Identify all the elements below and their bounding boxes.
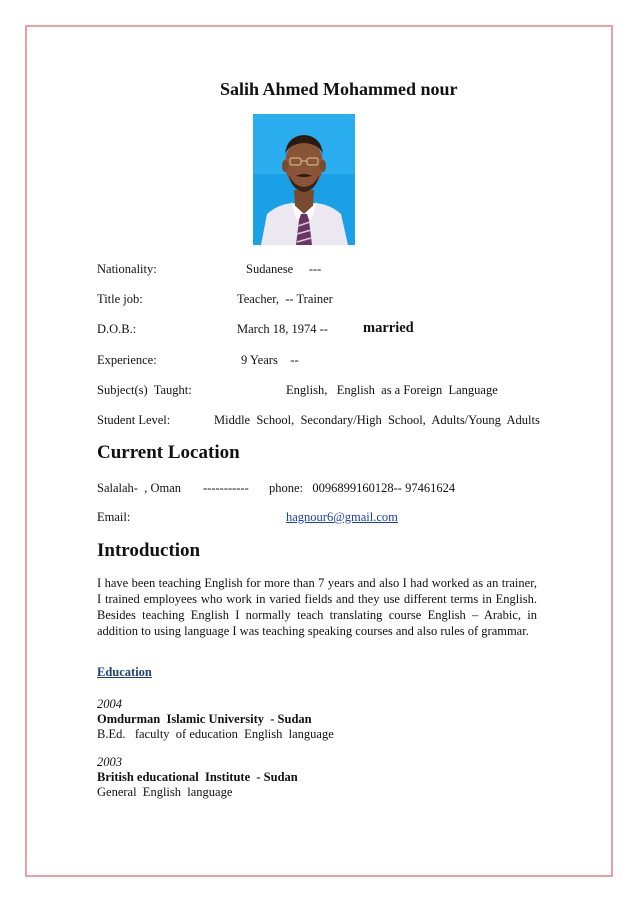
subjects-label: Subject(s) Taught:: [97, 383, 192, 397]
dob-label: D.O.B.:: [97, 322, 137, 336]
experience-label: Experience:: [97, 353, 157, 367]
student-level-label: Student Level:: [97, 413, 171, 427]
phone-number: phone: 0096899160128-- 97461624: [269, 481, 456, 495]
education-degree: General English language: [97, 785, 233, 799]
current-location-heading: Current Location: [97, 442, 240, 463]
email-label: Email:: [97, 510, 131, 524]
introduction-text: I have been teaching English for more than 7 years and also I had worked as an trainer, I trained employees who work in varied fields and they use different terms in English. Besides teaching English I normally teach translating course English – Arabic, in addition to using language I was teaching speaking courses and also rules of grammar.: [97, 576, 537, 638]
education-institution: Omdurman Islamic University - Sudan: [97, 712, 312, 726]
experience-value: 9 Years --: [241, 353, 299, 367]
education-year: 2003: [97, 755, 122, 769]
introduction-heading: Introduction: [97, 540, 201, 561]
subjects-value: English, English as a Foreign Language: [286, 383, 498, 397]
location-city: Salalah- , Oman: [97, 481, 182, 495]
nationality-value: Sudanese ---: [246, 262, 322, 276]
student-level-value: Middle School, Secondary/High School, Adults/Young Adults: [214, 413, 540, 427]
education-institution: British educational Institute - Sudan: [97, 770, 298, 784]
education-year: 2004: [97, 697, 122, 711]
dob-value: March 18, 1974 --: [237, 322, 328, 336]
profile-photo: [253, 114, 355, 245]
nationality-label: Nationality:: [97, 262, 157, 276]
education-degree: B.Ed. faculty of education English language: [97, 727, 334, 741]
candidate-name: Salih Ahmed Mohammed nour: [220, 79, 458, 99]
title-job-value: Teacher, -- Trainer: [237, 292, 333, 306]
title-job-label: Title job:: [97, 292, 143, 306]
marital-status: married: [363, 320, 414, 336]
location-dashes: -----------: [203, 481, 249, 495]
education-heading: Education: [97, 665, 152, 679]
email-link[interactable]: hagnour6@gmail.com: [286, 510, 398, 524]
